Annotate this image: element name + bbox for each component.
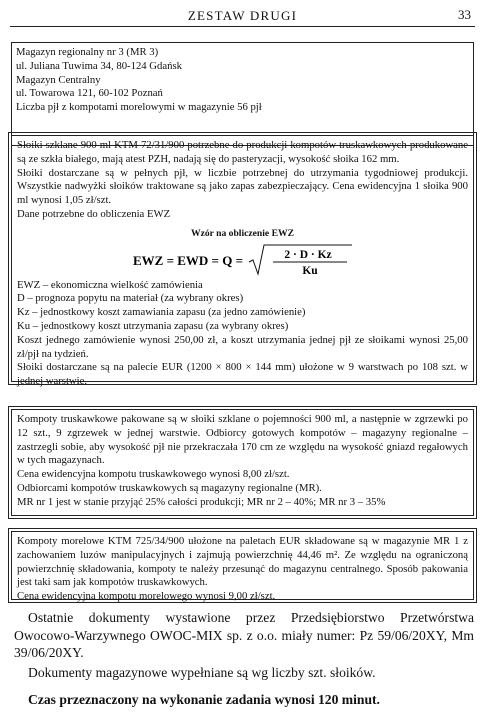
apricot-compote-box [11,531,474,603]
box1-line: ul. Towarowa 121, 60-102 Poznań [16,87,163,100]
box1-line: ul. Juliana Tuwima 34, 80-124 Gdańsk [16,59,182,72]
box3-paragraph: Kompoty truskawkowe pakowane są w słoiki szklane o pojemności 900 ml, a następnie w zgrzewki po 12 szt., 9 zgrzewek w jednej warstwie. Odbiorcy gotowych kompotów – magazyny regionalne – zastrzegli sobie, aby wysokość pjł nie przekraczała 170 cm ze względu na wysokość gniazd regałowych w tych magazynach. [17,413,468,467]
formula-title: Wzór na obliczenie EWZ [191,227,294,239]
box2-paragraph: Koszt jednego zamówienie wynosi 250,00 zł, a koszt utrzymania jednej pjł ze słoikami wynosi 25,00 zł/pjł na tydzień. [17,333,468,360]
ewz-formula [17,243,468,277]
box4-line: Cena ewidencyjna kompotu morelowego wynosi 9,00 zł/szt. [17,590,276,603]
definition-item: Ku – jednostkowy koszt utrzymania zapasu (za wybrany okres) [17,319,289,332]
box1-line: Magazyn regionalny nr 3 (MR 3) [16,46,159,58]
formula-lhs: EWZ = EWD = Q = [132,252,243,268]
box4-paragraph: Kompoty morelowe KTM 725/34/900 ułożone na paletach EUR składowane są w magazynie MR 1 z zachowaniem luzów manipulacyjnych i zajmują powierzchnię 44,46 m². Ze względu na ograniczoną powierzchnię składowania, kompoty te należy przesunąć do magazynu centralnego. Sposób pakowania jest taki sam jak kompotów truskawkowych. [17,535,468,589]
box1-line: Liczba pjł z kompotami morelowymi w magazynie 56 pjł [16,101,262,114]
jars-info-box [11,135,474,388]
definition-item: D – prognoza popytu na materiał (za wybrany okres) [17,292,244,305]
header-title: ZESTAW DRUGI [187,8,298,23]
warehouse-addresses-box [11,42,474,146]
box3-line: Cena ewidencyjna kompotu truskawkowego wynosi 8,00 zł/szt. [17,468,290,481]
page-number: 33 [458,7,471,22]
formula-denominator: Ku [301,264,318,277]
definition-item: Kz – jednostkowy koszt zamawiania zapasu (za jedno zamówienie) [17,306,306,319]
strawberry-compote-box [11,409,474,516]
box2-paragraph: Słoiki dostarczane są w pełnych pjł, w liczbie potrzebnej do utrzymania tygodniowej produkcji. Wszystkie nadwyżki słoików traktowane są jako zapas zabezpieczający. Cena ewidencyjna 1 słoika 900 ml wynosi 1,05 zł/szt. [17,166,468,207]
box3-line: Odbiorcami kompotów truskawkowych są magazyny regionalne (MR). [17,481,322,494]
time-limit-note: Czas przeznaczony na wykonanie zadania wynosi 120 minut. [28,692,380,707]
box2-paragraph: Dane potrzebne do obliczenia EWZ [17,207,171,220]
documents-note: Dokumenty magazynowe wypełniane są wg liczby szt. słoików. [28,665,376,680]
page-header [10,4,475,26]
definition-item: EWZ – ekonomiczna wielkość zamówienia [17,278,203,291]
box3-line: MR nr 1 jest w stanie przyjąć 25% całości produkcji; MR nr 2 – 40%; MR nr 3 – 35% [17,495,386,508]
header-divider [10,26,475,27]
documents-paragraph: Ostatnie dokumenty wystawione przez Przedsiębiorstwo Przetwórstwa Owocowo-Warzywnego OWOC-MIX sp. z o.o. miały numer: Pz 59/06/20XY, Mm 39/06/20XY. [14,610,474,660]
formula-numerator: 2 · D · Kz [283,248,332,261]
box2-paragraph: Słoiki dostarczane są na palecie EUR (1200 × 800 × 144 mm) ułożone w 9 warstwach po 108 szt. w jednej warstwie. [17,361,468,388]
box2-paragraph: Słoiki szklane 900 ml KTM 72/31/900 potrzebne do produkcji kompotów truskawkowych produkowane są ze szkła białego, mają atest PZH, nadają się do pasteryzacji, wysokość słoika 162 mm. [17,139,468,165]
box1-line: Magazyn Centralny [16,73,101,86]
ewz-formula-graphic [133,243,353,277]
